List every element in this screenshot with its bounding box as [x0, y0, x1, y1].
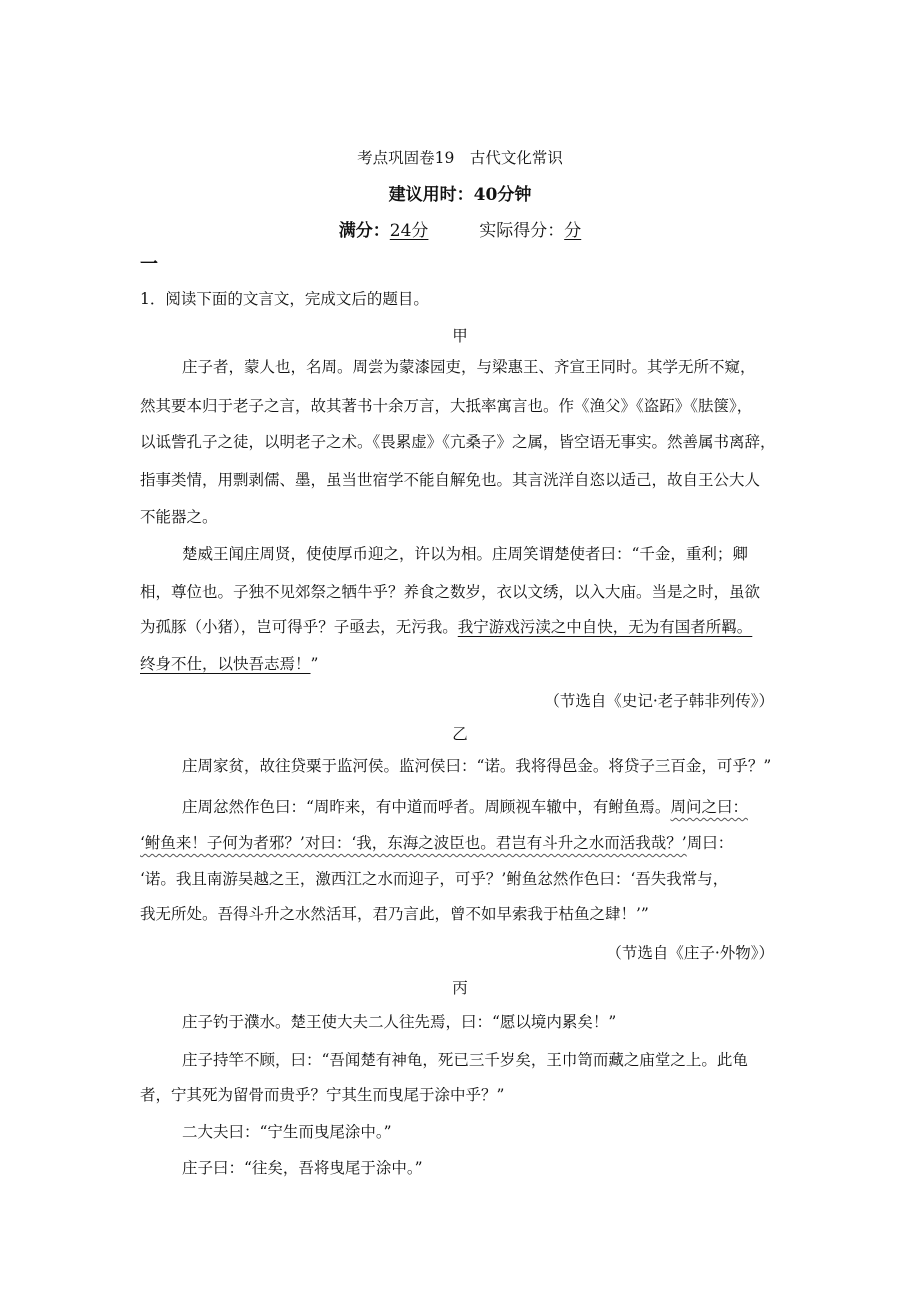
- suggested-time: 建议用时：40分钟: [388, 185, 532, 205]
- wavy-sentence-part-2: ‘鲋鱼来！子何为者邪？’对曰：‘我，东海之波臣也。君岂有斗升之水而活我哉？’: [140, 834, 687, 852]
- question-prompt: 1．阅读下面的文言文，完成文后的题目。: [140, 290, 429, 308]
- passage-bing-label: 丙: [452, 979, 468, 997]
- jia-line-5: 不能器之。: [140, 508, 218, 526]
- underlined-sentence-part-2: 终身不仕，以快吾志焉！: [140, 655, 311, 673]
- yi-source: （节选自《庄子·外物》）: [606, 944, 774, 962]
- yi-line-5: 我无所处。吾得斗升之水然活耳，君乃言此，曾不如早索我于枯鱼之肆！’”: [140, 905, 649, 923]
- underlined-sentence-part-1: 我宁游戏污渎之中自快，无为有国者所羁。: [457, 618, 753, 636]
- wavy-sentence-part-1: 周问之曰：: [670, 798, 748, 816]
- jia-p2-line-4: [140, 654, 780, 674]
- passage-yi-label: 乙: [452, 725, 468, 743]
- yi-line-4: ‘诺。我且南游吴越之王，激西江之水而迎子，可乎？’鲋鱼忿然作色曰：‘吾失我常与，: [140, 870, 729, 888]
- bing-line-4: 二大夫曰：“宁生而曳尾涂中。”: [182, 1123, 392, 1141]
- bing-line-2: 庄子持竿不顾，曰：“吾闻楚有神龟，死已三千岁矣，王巾笥而藏之庙堂之上。此龟: [182, 1051, 748, 1069]
- section-mark: 一: [140, 254, 158, 275]
- jia-p2-line-3: [140, 617, 780, 637]
- jia-p2-line-3-text: 为孤豚（小猪），岂可得乎？子亟去，无污我。: [140, 618, 458, 636]
- yi-line-2: [182, 797, 780, 817]
- actual-score-label: 实际得分：: [479, 221, 565, 241]
- jia-line-2: 然其要本归于老子之言，故其著书十余万言，大抵率寓言也。作《渔父》《盗跖》《胠箧》，: [140, 397, 753, 415]
- jia-line-1: 庄子者，蒙人也，名周。周尝为蒙漆园吏，与梁惠王、齐宣王同时。其学无所不窥，: [182, 358, 756, 376]
- bing-line-3: 者，宁其死为留骨而贵乎？宁其生而曳尾于涂中乎？”: [140, 1086, 505, 1104]
- yi-line-3: [140, 833, 780, 853]
- full-score-value: 24分: [389, 221, 429, 241]
- actual-score-value: 分: [564, 221, 582, 241]
- jia-line-3: 以诋訾孔子之徒，以明老子之术。《畏累虚》《亢桑子》之属，皆空语无事实。然善属书离辞，: [140, 433, 776, 451]
- bing-line-5: 庄子曰：“往矣，吾将曳尾于涂中。”: [182, 1159, 423, 1177]
- paper-title: 考点巩固卷19 古代文化常识: [357, 149, 563, 167]
- jia-p2-line-2: 相，尊位也。子独不见郊祭之牺牛乎？养食之数岁，衣以文绣，以入大庙。当是之时，虽欲: [140, 583, 761, 601]
- yi-line-1: 庄周家贫，故往贷粟于监河侯。监河侯曰：“诺。我将得邑金。将贷子三百金，可乎？”: [182, 757, 772, 775]
- jia-p2-line-1: 楚威王闻庄周贤，使使厚币迎之，许以为相。庄周笑谓楚使者曰：“千金，重利；卿: [182, 545, 748, 563]
- yi-line-2-text: 庄周忿然作色曰：“周昨来，有中道而呼者。周顾视车辙中，有鲋鱼焉。: [182, 798, 671, 816]
- jia-p2-line-4-end: ”: [310, 655, 319, 673]
- score-line: [0, 216, 920, 241]
- yi-line-3-end: 周曰：: [686, 834, 734, 852]
- jia-source: （节选自《史记·老子韩非列传》）: [544, 692, 774, 710]
- bing-line-1: 庄子钓于濮水。楚王使大夫二人往先焉，曰：“愿以境内累矣！”: [182, 1013, 617, 1031]
- jia-line-4: 指事类情，用剽剥儒、墨，虽当世宿学不能自解免也。其言洸洋自恣以适己，故自王公大人: [140, 471, 761, 489]
- full-score-label: 满分：: [338, 221, 390, 241]
- passage-jia-label: 甲: [452, 327, 468, 345]
